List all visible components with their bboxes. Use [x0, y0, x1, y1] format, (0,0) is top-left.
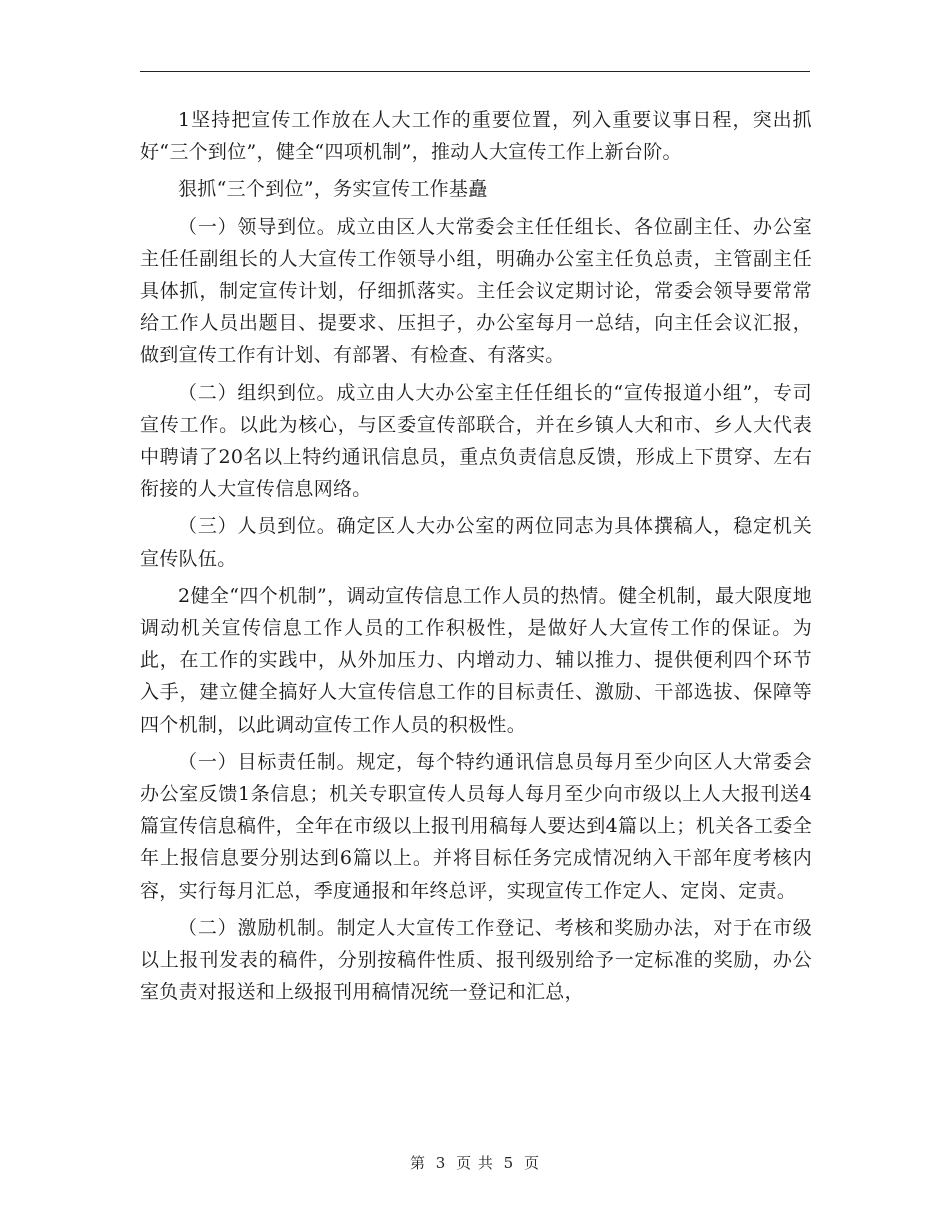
footer-suffix: 页 — [524, 1154, 541, 1172]
document-body — [140, 104, 812, 1013]
paragraph-1: 1坚持把宣传工作放在人大工作的重要位置，列入重要议事日程，突出抓好“三个到位”，健全“四项机制”，推动人大宣传工作上新台阶。 — [140, 109, 812, 164]
footer-middle: 页 共 — [456, 1154, 494, 1172]
paragraph-2: 2健全“四个机制”，调动宣传信息工作人员的热情。健全机制，最大限度地调动机关宣传信息工作人员的工作积极性，是做好人大宣传工作的保证。为此，在工作的实践中，从外加压力、内增动力、辅以推力、提供便利四个环节入手，建立健全搞好人大宣传信息工作的目标责任、激励、干部选拔、保障等四个机制，以此调动宣传工作人员的积极性。 — [140, 584, 812, 736]
footer-total-pages: 5 — [503, 1154, 515, 1172]
page-footer — [0, 1152, 950, 1173]
section-heading: 狠抓“三个到位”，务实宣传工作基矗 — [178, 178, 488, 201]
paragraph-leadership: （一）领导到位。成立由区人大常委会主任任组长、各位副主任、办公室主任任副组长的人大宣传工作领导小组，明确办公室主任负总责，主管副主任具体抓，制定宣传计划，仔细抓落实。主任会议定期讨论，常委会领导要常常给工作人员出题目、提要求、压担子，办公室每月一总结，向主任会议汇报，做到宣传工作有计划、有部署、有检查、有落实。 — [140, 215, 812, 367]
paragraph-personnel: （三）人员到位。确定区人大办公室的两位同志为具体撰稿人，稳定机关宣传队伍。 — [140, 515, 812, 570]
paragraph-organization: （二）组织到位。成立由人大办公室主任任组长的“宣传报道小组”，专司宣传工作。以此为核心，与区委宣传部联合，并在乡镇人大和市、乡人大代表中聘请了20名以上特约通讯信息员，重点负责信息反馈，形成上下贯穿、左右衔接的人大宣传信息网络。 — [140, 381, 812, 501]
footer-prefix: 第 — [409, 1154, 426, 1172]
footer-page-number: 3 — [435, 1154, 447, 1172]
header-rule — [140, 71, 810, 72]
paragraph-incentive: （二）激励机制。制定人大宣传工作登记、考核和奖励办法，对于在市级以上报刊发表的稿件，分别按稿件性质、报刊级别给予一定标准的奖励，办公室负责对报送和上级报刊用稿情况统一登记和汇总， — [140, 916, 812, 1004]
paragraph-target-responsibility: （一）目标责任制。规定，每个特约通讯信息员每月至少向区人大常委会办公室反馈1条信息；机关专职宣传人员每人每月至少向市级以上人大报刊送4篇宣传信息稿件，全年在市级以上报刊用稿每人要达到4篇以上；机关各工委全年上报信息要分别达到6篇以上。并将目标任务完成情况纳入干部年度考核内容，实行每月汇总，季度通报和年终总评，实现宣传工作定人、定岗、定责。 — [140, 750, 812, 902]
